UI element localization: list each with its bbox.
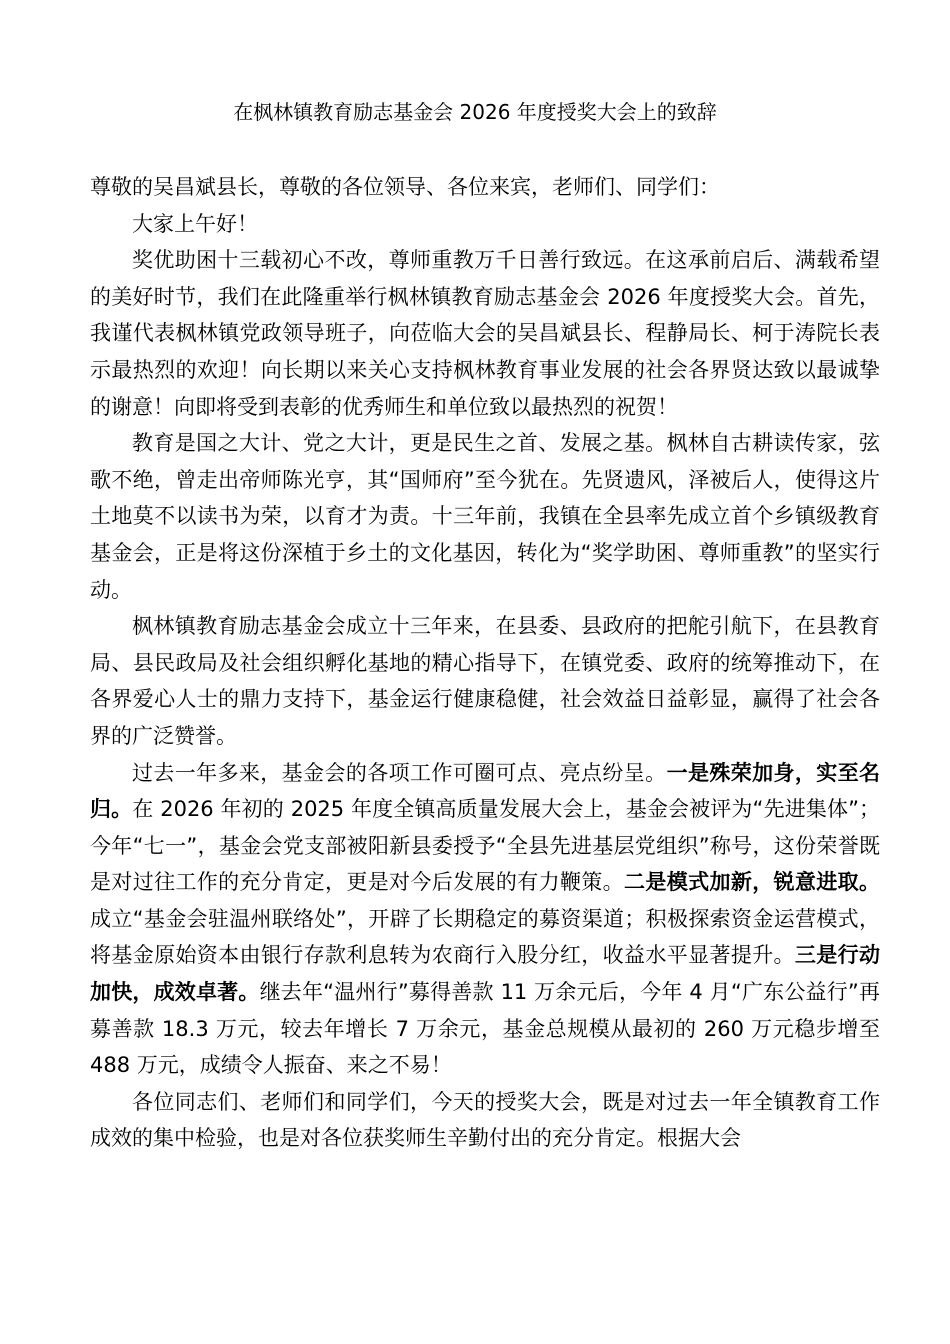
highlight-3: 三是行动加快，成效卓著。 xyxy=(90,943,881,1005)
paragraph-4-text-4: 继去年“温州行”募得善款 11 万余元后，今年 4 月“广东公益行”再募善款 18.3 万元，较去年增长 7 万余元，基金总规模从最初的 260 万元稳步增至 488 万元，成绩令人振奋、来之不易！ xyxy=(90,980,880,1078)
paragraph-4 xyxy=(90,755,880,1084)
paragraph-1: 奖优助困十三载初心不改，尊师重教万千日善行致远。在这承前启后、满载希望的美好时节，我们在此隆重举行枫林镇教育励志基金会 2026 年度授奖大会。首先，我谨代表枫林镇党政领导班子，向莅临大会的吴昌斌县长、程静局长、柯于涛院长表示最热烈的欢迎！向长期以来关心支持枫林教育事业发展的社会各界贤达致以最诚挚的谢意！向即将受到表彰的优秀师生和单位致以最热烈的祝贺！ xyxy=(90,248,880,419)
highlight-1: 一是殊荣加身，实至名归。 xyxy=(90,760,881,822)
salutation: 尊敬的吴昌斌县长，尊敬的各位领导、各位来宾，老师们、同学们： xyxy=(90,175,720,199)
document-body xyxy=(90,169,880,1157)
document-title: 在枫林镇教育励志基金会 2026 年度授奖大会上的致辞 xyxy=(233,100,717,124)
paragraph-4-text-1: 过去一年多来，基金会的各项工作可圈可点、亮点纷呈。 xyxy=(132,760,667,785)
greeting: 大家上午好！ xyxy=(132,211,258,236)
paragraph-4-text-2: 在 2026 年初的 2025 年度全镇高质量发展大会上，基金会被评为“先进集体”；今年“七一”，基金会党支部被阳新县委授予“全县先进基层党组织”称号，这份荣誉既是对过往工作的充分肯定，更是对今后发展的有力鞭策。 xyxy=(90,797,880,895)
highlight-2: 二是模式加新，锐意进取。 xyxy=(624,870,881,895)
paragraph-3: 枫林镇教育励志基金会成立十三年来，在县委、县政府的把舵引航下，在县教育局、县民政局及社会组织孵化基地的精心指导下，在镇党委、政府的统筹推动下，在各界爱心人士的鼎力支持下，基金运行健康稳健，社会效益日益彰显，赢得了社会各界的广泛赞誉。 xyxy=(90,614,880,748)
paragraph-5: 各位同志们、老师们和同学们，今天的授奖大会，既是对过去一年全镇教育工作成效的集中检验，也是对各位获奖师生辛勤付出的充分肯定。根据大会 xyxy=(90,1089,880,1151)
paragraph-4-text-3: 成立“基金会驻温州联络处”，开辟了长期稳定的募资渠道；积极探索资金运营模式，将基金原始资本由银行存款利息转为农商行入股分红，收益水平显著提升。 xyxy=(90,906,880,968)
paragraph-2: 教育是国之大计、党之大计，更是民生之首、发展之基。枫林自古耕读传家，弦歌不绝，曾走出帝师陈光亨，其“国师府”至今犹在。先贤遗风，泽被后人，使得这片土地莫不以读书为荣，以育才为责。十三年前，我镇在全县率先成立首个乡镇级教育基金会，正是将这份深植于乡土的文化基因，转化为“奖学助困、尊师重教”的坚实行动。 xyxy=(90,431,880,602)
